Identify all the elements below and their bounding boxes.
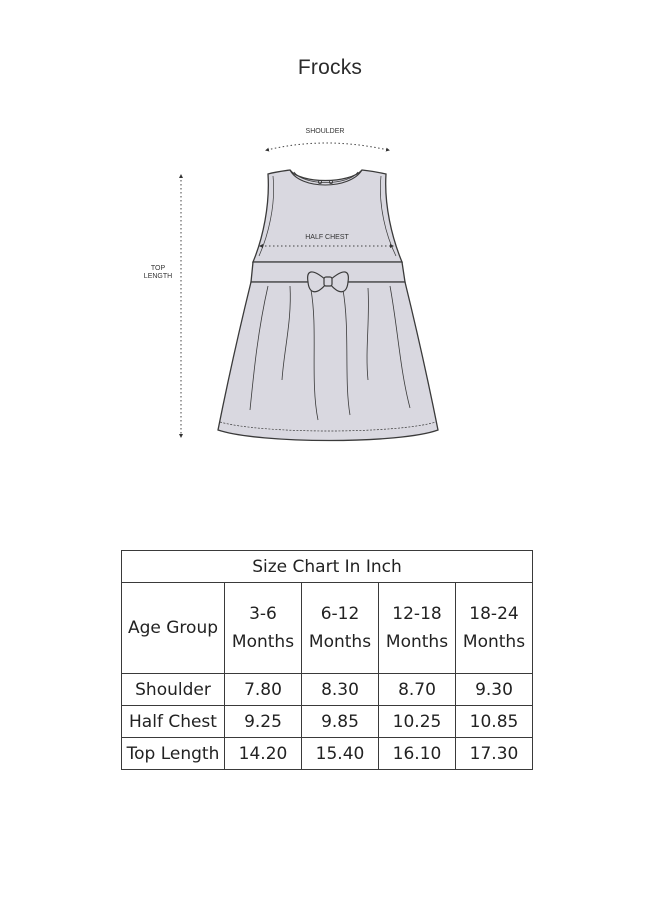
row-label: Shoulder bbox=[122, 674, 225, 706]
table-cell: 14.20 bbox=[225, 738, 302, 770]
table-cell: 7.80 bbox=[225, 674, 302, 706]
size-chart-table bbox=[121, 550, 533, 770]
column-header: 6-12 Months bbox=[302, 583, 379, 674]
table-cell: 9.30 bbox=[456, 674, 533, 706]
table-row bbox=[122, 674, 533, 706]
age-group-header: Age Group bbox=[122, 583, 225, 674]
table-row bbox=[122, 738, 533, 770]
top-length-label: TOP LENGTH bbox=[143, 265, 173, 280]
table-cell: 16.10 bbox=[379, 738, 456, 770]
page-title: Frocks bbox=[297, 56, 363, 79]
skirt bbox=[218, 282, 438, 441]
shoulder-measure-line bbox=[267, 143, 388, 150]
row-label: Top Length bbox=[122, 738, 225, 770]
half-chest-label: HALF CHEST bbox=[305, 234, 349, 241]
bodice bbox=[253, 170, 402, 262]
column-header: 3-6 Months bbox=[225, 583, 302, 674]
table-cell: 9.85 bbox=[302, 706, 379, 738]
size-chart-caption: Size Chart In Inch bbox=[122, 551, 533, 583]
table-cell: 10.25 bbox=[379, 706, 456, 738]
table-cell: 10.85 bbox=[456, 706, 533, 738]
shoulder-label: SHOULDER bbox=[305, 128, 345, 135]
table-cell: 9.25 bbox=[225, 706, 302, 738]
table-cell: 15.40 bbox=[302, 738, 379, 770]
column-header: 18-24 Months bbox=[456, 583, 533, 674]
table-cell: 17.30 bbox=[456, 738, 533, 770]
table-row bbox=[122, 706, 533, 738]
table-cell: 8.30 bbox=[302, 674, 379, 706]
table-cell: 8.70 bbox=[379, 674, 456, 706]
row-label: Half Chest bbox=[122, 706, 225, 738]
column-header: 12-18 Months bbox=[379, 583, 456, 674]
